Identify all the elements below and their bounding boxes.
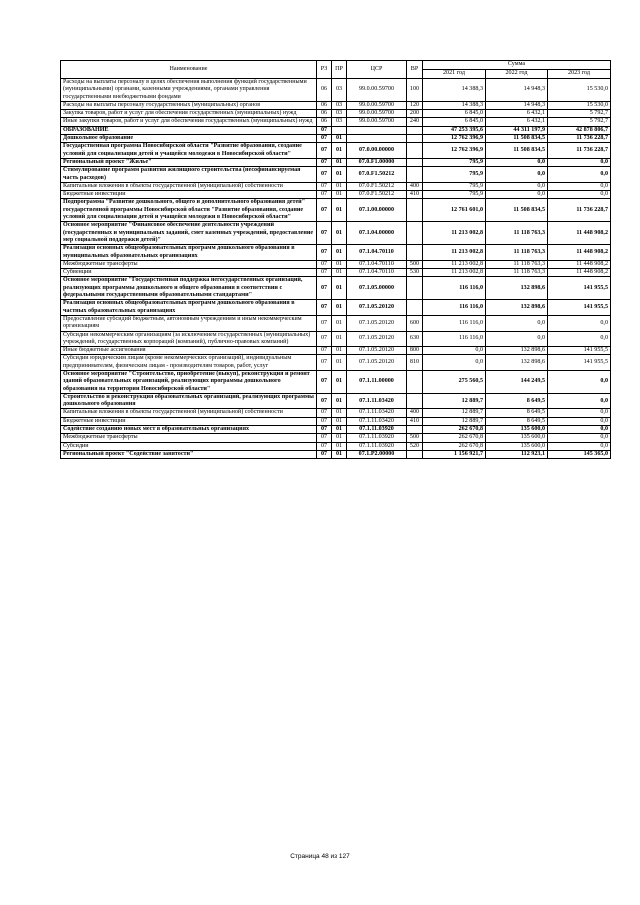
- row-pr: 01: [332, 143, 347, 159]
- table-body: [61, 79, 611, 459]
- row-rz: 07: [317, 135, 332, 143]
- table-row: [61, 143, 611, 159]
- row-amount-2023: 0,0: [548, 393, 611, 409]
- row-amount-2023: 0,0: [548, 409, 611, 417]
- row-csr: 07.0.F1.50212: [347, 182, 407, 190]
- row-name: Региональный проект "Жилье": [61, 158, 317, 166]
- row-amount-2022: 0,0: [486, 182, 548, 190]
- row-pr: 01: [332, 417, 347, 425]
- row-amount-2023: 11 736 228,7: [548, 143, 611, 159]
- row-vr: 810: [407, 355, 423, 371]
- row-rz: 07: [317, 245, 332, 261]
- row-name: Капитальные вложения в объекты государственной (муниципальной) собственности: [61, 182, 317, 190]
- table-row: [61, 260, 611, 268]
- row-amount-2021: 1 156 921,7: [423, 450, 486, 458]
- row-amount-2021: 6 845,0: [423, 110, 486, 118]
- row-amount-2023: 0,0: [548, 442, 611, 450]
- header-year-2022: 2022 год: [486, 70, 548, 79]
- row-amount-2022: 11 118 763,3: [486, 222, 548, 245]
- row-csr: 07.1.04.70110: [347, 269, 407, 277]
- row-pr: 01: [332, 409, 347, 417]
- table-header: [61, 61, 611, 79]
- table-row: [61, 79, 611, 102]
- row-name: Капитальные вложения в объекты государственной (муниципальной) собственности: [61, 409, 317, 417]
- row-amount-2023: 0,0: [548, 182, 611, 190]
- row-rz: 07: [317, 300, 332, 316]
- row-rz: 07: [317, 442, 332, 450]
- row-csr: 07.0.F1.50212: [347, 167, 407, 183]
- row-amount-2021: 11 213 002,8: [423, 260, 486, 268]
- row-amount-2023: 5 792,7: [548, 118, 611, 126]
- row-csr: 07.1.05.20120: [347, 331, 407, 347]
- row-csr: 07.1.11.03920: [347, 426, 407, 434]
- row-vr: [407, 222, 423, 245]
- row-amount-2023: 11 448 908,2: [548, 260, 611, 268]
- page-number: Страница 48 из 127: [290, 853, 350, 860]
- row-name: Основное мероприятие "Государственная поддержка негосударственных организаций, реализующих программы дошкольного и общего образования в соответствии с федеральными государственными образовательными стандартами": [61, 277, 317, 300]
- row-csr: 07.1.05.20120: [347, 300, 407, 316]
- row-amount-2021: 0,0: [423, 355, 486, 371]
- row-amount-2022: 132 898,6: [486, 300, 548, 316]
- table-row: [61, 450, 611, 458]
- row-csr: 99.0.00.59700: [347, 79, 407, 102]
- table-row: [61, 409, 611, 417]
- table-row: [61, 101, 611, 109]
- header-vr: ВР: [407, 61, 423, 79]
- table-row: [61, 300, 611, 316]
- row-amount-2023: 0,0: [548, 158, 611, 166]
- row-amount-2021: 116 116,0: [423, 331, 486, 347]
- row-pr: 01: [332, 355, 347, 371]
- row-pr: 01: [332, 182, 347, 190]
- row-name: Субсидии юридическим лицам (кроме некоммерческих организаций), индивидуальным предпринимателям, физическим лицам - производителям товаров, работ, услуг: [61, 355, 317, 371]
- row-rz: 07: [317, 222, 332, 245]
- table-row: [61, 167, 611, 183]
- table-row: [61, 434, 611, 442]
- row-amount-2021: 12 889,7: [423, 417, 486, 425]
- row-vr: 410: [407, 191, 423, 199]
- row-rz: 07: [317, 417, 332, 425]
- row-amount-2022: 11 508 834,5: [486, 135, 548, 143]
- row-vr: [407, 300, 423, 316]
- row-pr: 01: [332, 191, 347, 199]
- row-vr: [407, 450, 423, 458]
- row-csr: 07.1.04.70110: [347, 260, 407, 268]
- row-vr: 240: [407, 118, 423, 126]
- row-rz: 07: [317, 167, 332, 183]
- row-amount-2023: 0,0: [548, 315, 611, 331]
- row-csr: 07.0.F1.50212: [347, 191, 407, 199]
- row-vr: [407, 158, 423, 166]
- row-name: Субвенции: [61, 269, 317, 277]
- row-name: Содействие созданию новых мест в образовательных организациях: [61, 426, 317, 434]
- row-name: Иные бюджетные ассигнования: [61, 347, 317, 355]
- row-vr: [407, 143, 423, 159]
- table-row: [61, 370, 611, 393]
- row-amount-2021: 116 116,0: [423, 315, 486, 331]
- row-pr: 01: [332, 158, 347, 166]
- row-amount-2023: 11 736 228,7: [548, 135, 611, 143]
- row-vr: [407, 135, 423, 143]
- row-name: Реализация основных общеобразовательных программ дошкольного образования в муниципальных образовательных организациях: [61, 245, 317, 261]
- row-name: Подпрограмма "Развитие дошкольного, общего и дополнительного образования детей" государственной программы Новосибирской области "Развитие образования, создание условий для социализации детей и учащейся молодежи в Новосибирской области": [61, 199, 317, 222]
- row-amount-2021: 116 116,0: [423, 300, 486, 316]
- table-row: [61, 245, 611, 261]
- row-csr: 07.1.05.20120: [347, 355, 407, 371]
- row-csr: 07.1.00.00000: [347, 199, 407, 222]
- row-amount-2021: 795,9: [423, 191, 486, 199]
- row-rz: 07: [317, 158, 332, 166]
- row-amount-2022: 11 508 834,5: [486, 199, 548, 222]
- row-amount-2021: 14 388,3: [423, 101, 486, 109]
- row-pr: 01: [332, 167, 347, 183]
- row-name: Стимулирование программ развития жилищного строительства (несофинансируемая часть расходов): [61, 167, 317, 183]
- row-vr: [407, 199, 423, 222]
- row-amount-2021: 275 560,5: [423, 370, 486, 393]
- row-amount-2023: 0,0: [548, 417, 611, 425]
- row-csr: 07.1.P2.00000: [347, 450, 407, 458]
- row-rz: 06: [317, 79, 332, 102]
- table-row: [61, 393, 611, 409]
- row-amount-2022: 11 118 763,3: [486, 245, 548, 261]
- row-rz: 07: [317, 182, 332, 190]
- row-rz: 07: [317, 260, 332, 268]
- row-vr: [407, 245, 423, 261]
- row-amount-2023: 145 365,0: [548, 450, 611, 458]
- row-csr: 99.0.00.59700: [347, 118, 407, 126]
- row-pr: [332, 126, 347, 134]
- row-rz: 07: [317, 434, 332, 442]
- row-rz: 07: [317, 426, 332, 434]
- row-rz: 07: [317, 393, 332, 409]
- table-row: [61, 126, 611, 134]
- row-rz: 07: [317, 355, 332, 371]
- row-pr: 01: [332, 135, 347, 143]
- row-pr: 03: [332, 79, 347, 102]
- row-amount-2023: 11 448 908,2: [548, 222, 611, 245]
- row-name: Закупка товаров, работ и услуг для обеспечения государственных (муниципальных) нужд: [61, 110, 317, 118]
- table-row: [61, 315, 611, 331]
- row-rz: 07: [317, 277, 332, 300]
- row-amount-2022: 0,0: [486, 158, 548, 166]
- row-csr: 07.0.00.00000: [347, 143, 407, 159]
- row-pr: 01: [332, 434, 347, 442]
- row-name: Основное мероприятие "Строительство, приобретение (выкуп), реконструкция и ремонт зданий образовательных организаций, реализующих программы дошкольного образования на территории Новосибирской области": [61, 370, 317, 393]
- row-csr: 07.1.11.00000: [347, 370, 407, 393]
- row-amount-2021: 262 670,8: [423, 426, 486, 434]
- header-pr: ПР: [332, 61, 347, 79]
- table-row: [61, 222, 611, 245]
- table-row: [61, 182, 611, 190]
- row-amount-2023: 15 530,0: [548, 79, 611, 102]
- table-row: [61, 269, 611, 277]
- row-csr: 07.1.05.20120: [347, 347, 407, 355]
- header-name: Наименование: [61, 61, 317, 79]
- row-name: Строительство и реконструкция образовательных организаций, реализующих программы дошкольного образования: [61, 393, 317, 409]
- row-vr: [407, 126, 423, 134]
- row-amount-2022: 135 600,0: [486, 442, 548, 450]
- row-csr: 07.1.04.70110: [347, 245, 407, 261]
- row-rz: 07: [317, 331, 332, 347]
- row-amount-2022: 112 923,1: [486, 450, 548, 458]
- row-pr: 01: [332, 260, 347, 268]
- table-row: [61, 191, 611, 199]
- header-rz: РЗ: [317, 61, 332, 79]
- row-pr: 01: [332, 199, 347, 222]
- row-amount-2023: 141 955,5: [548, 347, 611, 355]
- row-pr: 01: [332, 222, 347, 245]
- row-rz: 07: [317, 199, 332, 222]
- row-amount-2023: 0,0: [548, 370, 611, 393]
- header-year-2021: 2021 год: [423, 70, 486, 79]
- row-amount-2022: 11 118 763,3: [486, 269, 548, 277]
- row-name: ОБРАЗОВАНИЕ: [61, 126, 317, 134]
- row-rz: 07: [317, 347, 332, 355]
- row-amount-2021: 262 670,8: [423, 434, 486, 442]
- row-vr: [407, 370, 423, 393]
- row-amount-2022: 132 898,6: [486, 347, 548, 355]
- row-name: Субсидии: [61, 442, 317, 450]
- budget-table-page: [60, 60, 610, 459]
- row-amount-2021: 795,9: [423, 158, 486, 166]
- row-vr: 630: [407, 331, 423, 347]
- row-amount-2022: 8 649,5: [486, 417, 548, 425]
- row-pr: 03: [332, 118, 347, 126]
- row-vr: 520: [407, 442, 423, 450]
- row-name: Государственная программа Новосибирской области "Развитие образования, создание условий для социализации детей и учащейся молодежи в Новосибирской области": [61, 143, 317, 159]
- row-csr: [347, 126, 407, 134]
- row-rz: 07: [317, 315, 332, 331]
- row-amount-2022: 11 118 763,3: [486, 260, 548, 268]
- row-pr: 03: [332, 110, 347, 118]
- row-rz: 07: [317, 269, 332, 277]
- row-name: Межбюджетные трансферты: [61, 434, 317, 442]
- table-row: [61, 442, 611, 450]
- row-vr: [407, 393, 423, 409]
- row-amount-2023: 5 792,7: [548, 110, 611, 118]
- header-year-2023: 2023 год: [548, 70, 611, 79]
- row-name: Предоставление субсидий бюджетным, автономным учреждениям и иным некоммерческим организациям: [61, 315, 317, 331]
- row-amount-2021: 795,9: [423, 167, 486, 183]
- row-amount-2021: 14 388,3: [423, 79, 486, 102]
- row-csr: 07.1.11.03920: [347, 434, 407, 442]
- row-vr: 400: [407, 409, 423, 417]
- table-row: [61, 417, 611, 425]
- row-rz: 06: [317, 118, 332, 126]
- row-name: Иные закупки товаров, работ и услуг для обеспечения государственных (муниципальных) нужд: [61, 118, 317, 126]
- row-amount-2021: 12 889,7: [423, 409, 486, 417]
- row-amount-2023: 15 530,0: [548, 101, 611, 109]
- row-amount-2022: 8 649,5: [486, 409, 548, 417]
- row-name: Дошкольное образование: [61, 135, 317, 143]
- row-pr: 01: [332, 269, 347, 277]
- row-amount-2021: 0,0: [423, 347, 486, 355]
- row-amount-2022: 14 948,3: [486, 101, 548, 109]
- row-amount-2023: 11 448 908,2: [548, 245, 611, 261]
- row-amount-2023: 141 955,5: [548, 355, 611, 371]
- row-pr: 01: [332, 300, 347, 316]
- row-pr: 01: [332, 277, 347, 300]
- row-amount-2021: 6 845,0: [423, 118, 486, 126]
- row-amount-2022: 0,0: [486, 191, 548, 199]
- row-rz: 07: [317, 409, 332, 417]
- row-amount-2023: 141 955,5: [548, 300, 611, 316]
- header-csr: ЦСР: [347, 61, 407, 79]
- row-name: Субсидии некоммерческим организациям (за исключением государственных (муниципальных) учреждений, государственных корпораций (компаний), публично-правовых компаний): [61, 331, 317, 347]
- row-csr: 07.1.11.03420: [347, 393, 407, 409]
- row-name: Расходы на выплаты персоналу государственных (муниципальных) органов: [61, 101, 317, 109]
- row-vr: 400: [407, 182, 423, 190]
- row-amount-2021: 262 670,8: [423, 442, 486, 450]
- row-vr: 200: [407, 110, 423, 118]
- row-vr: 100: [407, 79, 423, 102]
- budget-table: [60, 60, 611, 459]
- row-amount-2022: 132 898,6: [486, 355, 548, 371]
- table-row: [61, 135, 611, 143]
- row-name: Реализация основных общеобразовательных программ дошкольного образования в частных образовательных организациях: [61, 300, 317, 316]
- row-amount-2023: 0,0: [548, 167, 611, 183]
- row-rz: 07: [317, 370, 332, 393]
- row-amount-2023: 11 736 228,7: [548, 199, 611, 222]
- row-amount-2022: 135 600,0: [486, 426, 548, 434]
- row-pr: 03: [332, 101, 347, 109]
- row-amount-2023: 42 878 806,7: [548, 126, 611, 134]
- row-amount-2022: 11 508 834,5: [486, 143, 548, 159]
- row-vr: 410: [407, 417, 423, 425]
- row-rz: 07: [317, 126, 332, 134]
- row-amount-2021: 11 213 002,8: [423, 222, 486, 245]
- row-csr: 07.1.11.03920: [347, 442, 407, 450]
- row-amount-2021: 11 213 002,8: [423, 245, 486, 261]
- row-rz: 07: [317, 143, 332, 159]
- row-name: Расходы на выплаты персоналу в целях обеспечения выполнения функций государственными (муниципальными) органами, казенными учреждениями, органами управления государственными внебюджетными фондами: [61, 79, 317, 102]
- row-vr: [407, 426, 423, 434]
- row-pr: 01: [332, 370, 347, 393]
- row-amount-2022: 0,0: [486, 331, 548, 347]
- row-pr: 01: [332, 393, 347, 409]
- row-amount-2021: 795,9: [423, 182, 486, 190]
- row-amount-2022: 0,0: [486, 315, 548, 331]
- row-amount-2023: 0,0: [548, 331, 611, 347]
- row-pr: 01: [332, 245, 347, 261]
- row-amount-2023: 0,0: [548, 191, 611, 199]
- row-amount-2022: 8 649,5: [486, 393, 548, 409]
- row-amount-2022: 0,0: [486, 167, 548, 183]
- row-csr: 99.0.00.59700: [347, 110, 407, 118]
- row-amount-2022: 14 948,3: [486, 79, 548, 102]
- row-name: Бюджетные инвестиции: [61, 191, 317, 199]
- row-pr: 01: [332, 442, 347, 450]
- row-vr: 120: [407, 101, 423, 109]
- table-row: [61, 199, 611, 222]
- row-rz: 07: [317, 450, 332, 458]
- row-amount-2021: 12 761 601,0: [423, 199, 486, 222]
- row-name: Бюджетные инвестиции: [61, 417, 317, 425]
- row-csr: 07.1.05.00000: [347, 277, 407, 300]
- table-row: [61, 277, 611, 300]
- row-amount-2021: 12 889,7: [423, 393, 486, 409]
- row-pr: 01: [332, 450, 347, 458]
- row-vr: 530: [407, 269, 423, 277]
- row-amount-2023: 0,0: [548, 434, 611, 442]
- table-row: [61, 118, 611, 126]
- row-csr: 07.1.04.00000: [347, 222, 407, 245]
- row-amount-2021: 12 762 396,9: [423, 135, 486, 143]
- row-vr: [407, 167, 423, 183]
- row-rz: 06: [317, 110, 332, 118]
- row-amount-2022: 6 432,1: [486, 118, 548, 126]
- row-vr: [407, 277, 423, 300]
- row-amount-2022: 135 600,0: [486, 434, 548, 442]
- row-amount-2021: 116 116,0: [423, 277, 486, 300]
- row-amount-2021: 12 762 396,9: [423, 143, 486, 159]
- row-name: Основное мероприятие "Финансовое обеспечение деятельности учреждений (государственных и муниципальных заданий, смет казенных учреждений, предоставление мер социальной поддержки детей)": [61, 222, 317, 245]
- row-amount-2022: 44 311 197,9: [486, 126, 548, 134]
- row-amount-2021: 11 213 002,8: [423, 269, 486, 277]
- header-sum: Сумма: [423, 61, 611, 70]
- row-amount-2023: 141 955,5: [548, 277, 611, 300]
- table-row: [61, 347, 611, 355]
- row-pr: 01: [332, 315, 347, 331]
- row-name: Региональный проект "Содействие занятости": [61, 450, 317, 458]
- row-name: Межбюджетные трансферты: [61, 260, 317, 268]
- row-amount-2023: 11 448 908,2: [548, 269, 611, 277]
- row-pr: 01: [332, 347, 347, 355]
- row-vr: 600: [407, 315, 423, 331]
- row-vr: 500: [407, 434, 423, 442]
- row-csr: 99.0.00.59700: [347, 101, 407, 109]
- row-amount-2021: 47 253 395,6: [423, 126, 486, 134]
- row-amount-2022: 132 898,6: [486, 277, 548, 300]
- row-rz: 07: [317, 191, 332, 199]
- row-csr: 07.1.11.03420: [347, 417, 407, 425]
- row-vr: 800: [407, 347, 423, 355]
- row-vr: 500: [407, 260, 423, 268]
- row-pr: 01: [332, 331, 347, 347]
- row-csr: [347, 135, 407, 143]
- table-row: [61, 331, 611, 347]
- row-csr: 07.1.05.20120: [347, 315, 407, 331]
- row-amount-2023: 0,0: [548, 426, 611, 434]
- row-pr: 01: [332, 426, 347, 434]
- row-rz: 06: [317, 101, 332, 109]
- row-csr: 07.1.11.03420: [347, 409, 407, 417]
- table-row: [61, 110, 611, 118]
- row-csr: 07.0.F1.00000: [347, 158, 407, 166]
- row-amount-2022: 144 249,5: [486, 370, 548, 393]
- row-amount-2022: 6 432,1: [486, 110, 548, 118]
- table-row: [61, 426, 611, 434]
- table-row: [61, 158, 611, 166]
- table-row: [61, 355, 611, 371]
